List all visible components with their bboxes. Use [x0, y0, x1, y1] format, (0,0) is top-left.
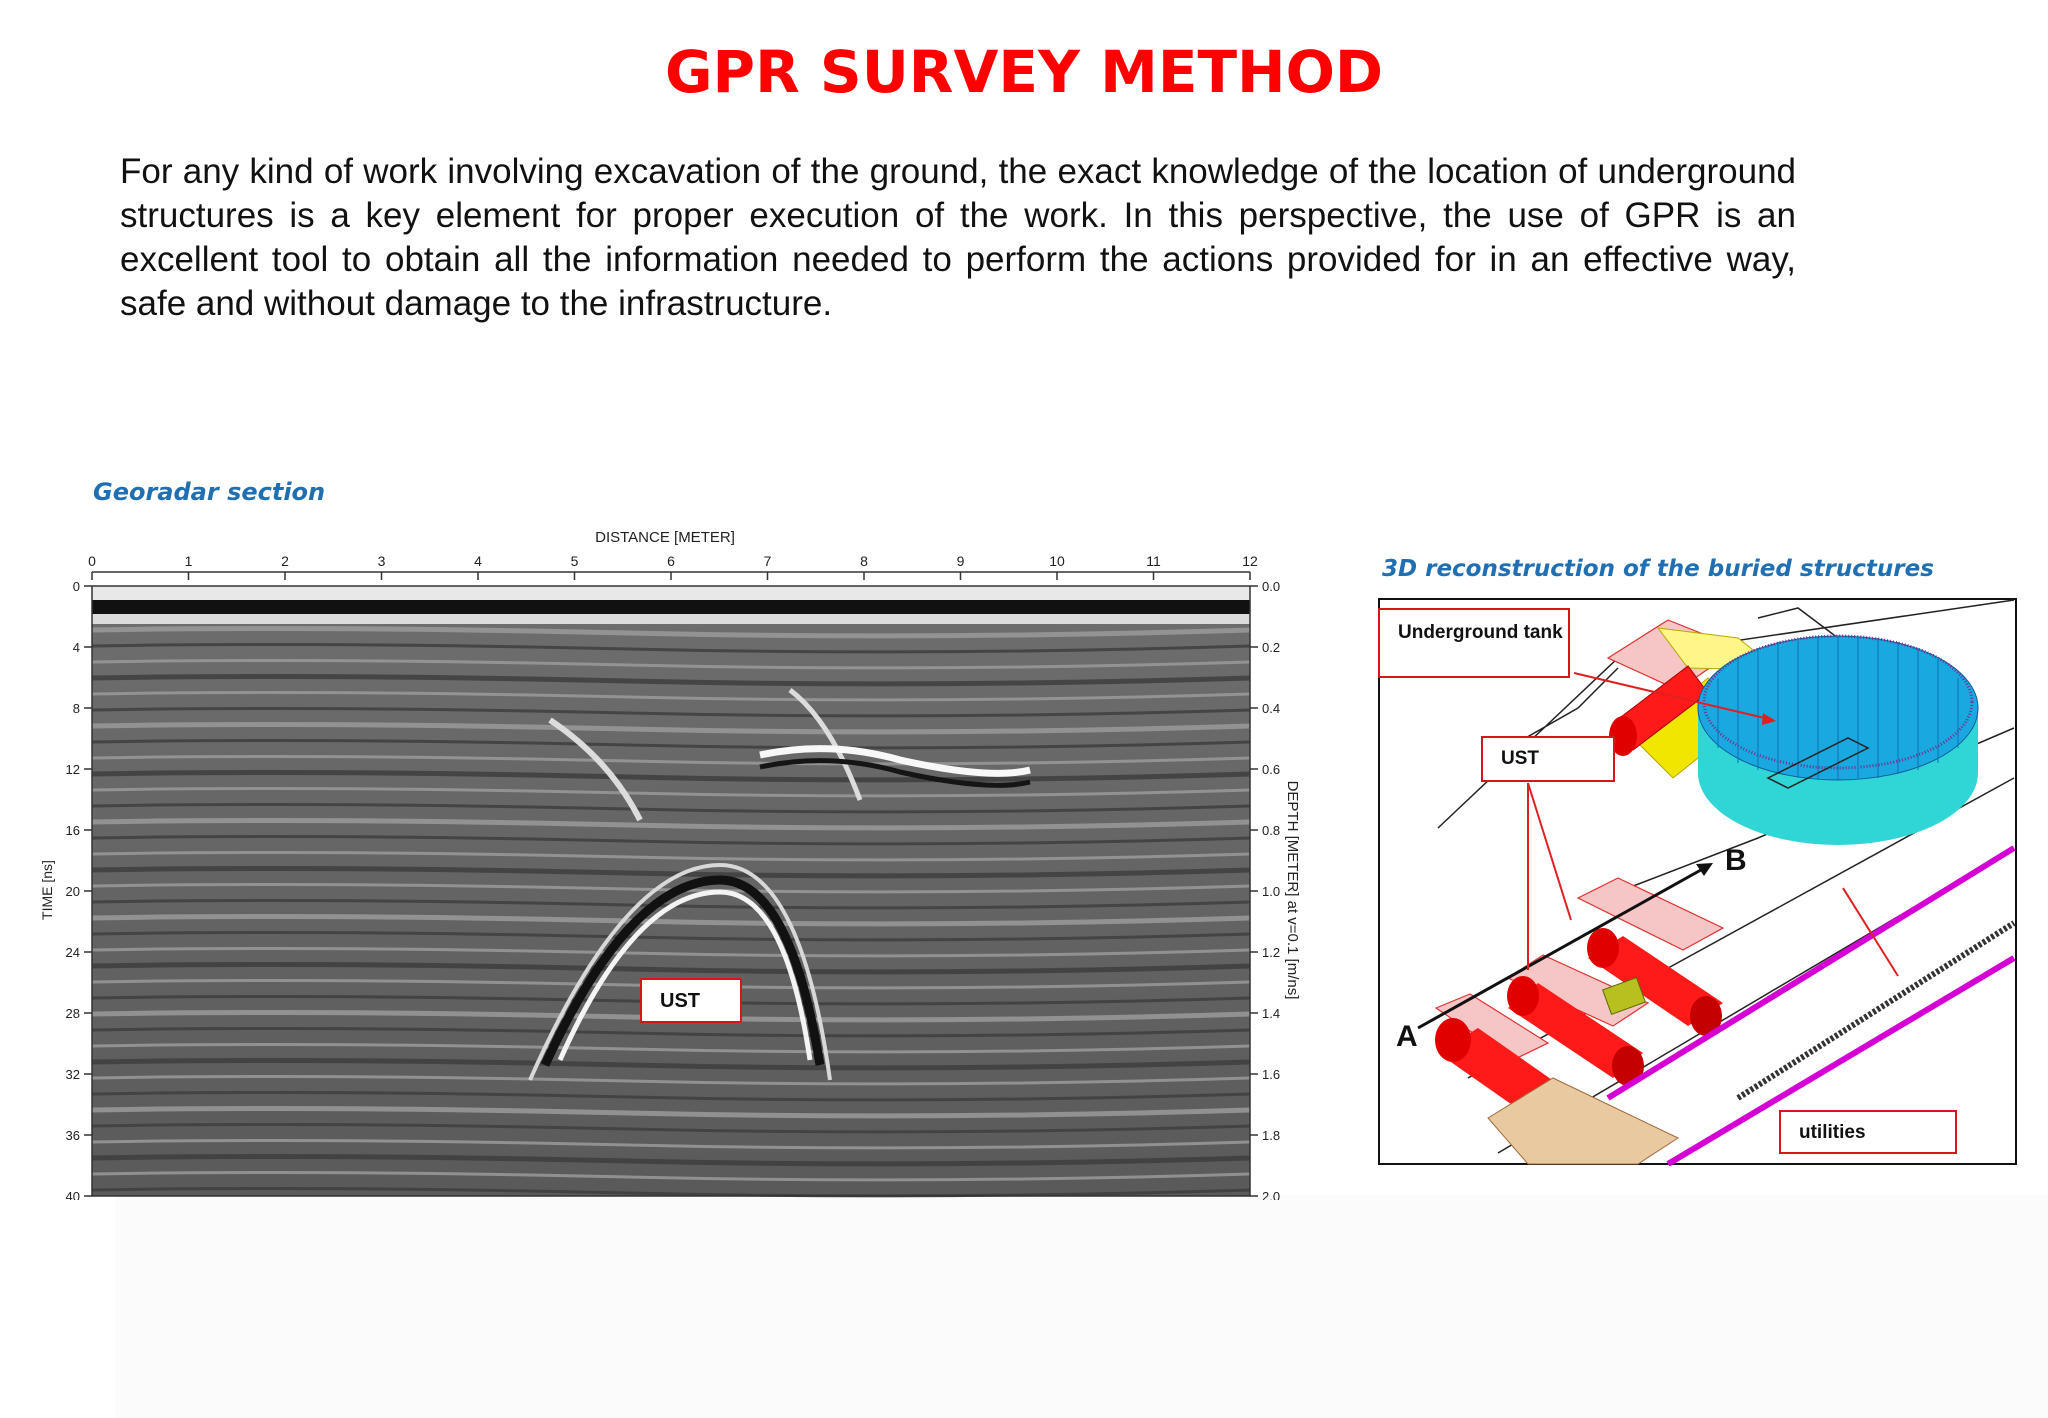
- y-tick-label: 0: [72, 579, 80, 594]
- surface-dark-band: [92, 600, 1250, 614]
- surface-reflection: [92, 586, 1250, 600]
- y-tick-label: 32: [65, 1067, 80, 1082]
- georadar-section: [30, 520, 1320, 1200]
- depth-tick-label: 1.6: [1262, 1067, 1281, 1082]
- depth-tick-label: 0.2: [1262, 640, 1281, 655]
- y-tick-label: 40: [65, 1189, 80, 1200]
- reconstruction-caption: 3D reconstruction of the buried structures: [1382, 556, 1934, 582]
- point-a: A: [1396, 1020, 1418, 1053]
- background-panel: [115, 1195, 2048, 1418]
- x-axis-ticks: [88, 553, 1258, 580]
- y-tick-label: 24: [65, 945, 80, 960]
- depth-tick-label: 1.8: [1262, 1128, 1281, 1143]
- ust-3d-label: UST: [1481, 736, 1615, 782]
- x-tick-label: 9: [956, 553, 965, 569]
- depth-tick-label: 1.2: [1262, 945, 1281, 960]
- depth-tick-label: 0.8: [1262, 823, 1281, 838]
- x-tick-label: 3: [377, 553, 386, 569]
- utilities-label: utilities: [1779, 1110, 1957, 1154]
- intro-paragraph: For any kind of work involving excavation of the ground, the exact knowledge of the location of underground structures is a key element for proper execution of the work. In this perspective, the use of GPR is an excellent tool to obtain all the information needed to perform the actions provided for in an effective way, safe and without damage to the infrastructure.: [120, 152, 1796, 323]
- surface-light-band: [92, 614, 1250, 624]
- y-tick-label: 20: [65, 884, 80, 899]
- depth-tick-label: 0.0: [1262, 579, 1281, 594]
- page-title: GPR SURVEY METHOD: [664, 38, 1384, 106]
- x-tick-label: 2: [281, 553, 289, 569]
- georadar-caption: Georadar section: [93, 478, 326, 506]
- underground-tank-label: Underground tank: [1378, 608, 1570, 678]
- y-tick-label: 8: [72, 701, 80, 716]
- y-axis-title: TIME [ns]: [39, 860, 55, 920]
- y-tick-label: 28: [65, 1006, 80, 1021]
- y-tick-label: 16: [65, 823, 80, 838]
- depth-axis-title: DEPTH [METER] at v=0.1 [m/ns]: [1284, 780, 1301, 1000]
- y-axis-ticks: [66, 579, 92, 1200]
- y-tick-label: 4: [72, 640, 80, 655]
- x-tick-label: 6: [667, 553, 675, 569]
- depth-tick-label: 1.4: [1262, 1006, 1281, 1021]
- x-tick-label: 11: [1146, 553, 1161, 569]
- y-tick-label: 12: [65, 762, 80, 777]
- x-tick-label: 0: [88, 553, 96, 569]
- point-b: B: [1725, 844, 1747, 877]
- ust-label: UST: [640, 978, 742, 1023]
- x-tick-label: 8: [860, 553, 868, 569]
- x-tick-label: 10: [1049, 553, 1065, 569]
- depth-tick-label: 2.0: [1262, 1189, 1281, 1200]
- x-tick-label: 4: [474, 553, 482, 569]
- y-tick-label: 36: [65, 1128, 80, 1143]
- x-axis-title: DISTANCE [METER]: [595, 529, 735, 546]
- x-tick-label: 12: [1242, 553, 1258, 569]
- depth-tick-label: 0.4: [1262, 701, 1281, 716]
- depth-tick-label: 1.0: [1262, 884, 1281, 899]
- x-tick-label: 5: [570, 553, 579, 569]
- depth-tick-label: 0.6: [1262, 762, 1281, 777]
- reconstruction-figure: [1378, 598, 2018, 1166]
- x-tick-label: 1: [184, 553, 193, 569]
- depth-axis-ticks: [1250, 579, 1280, 1200]
- x-tick-label: 7: [763, 553, 772, 569]
